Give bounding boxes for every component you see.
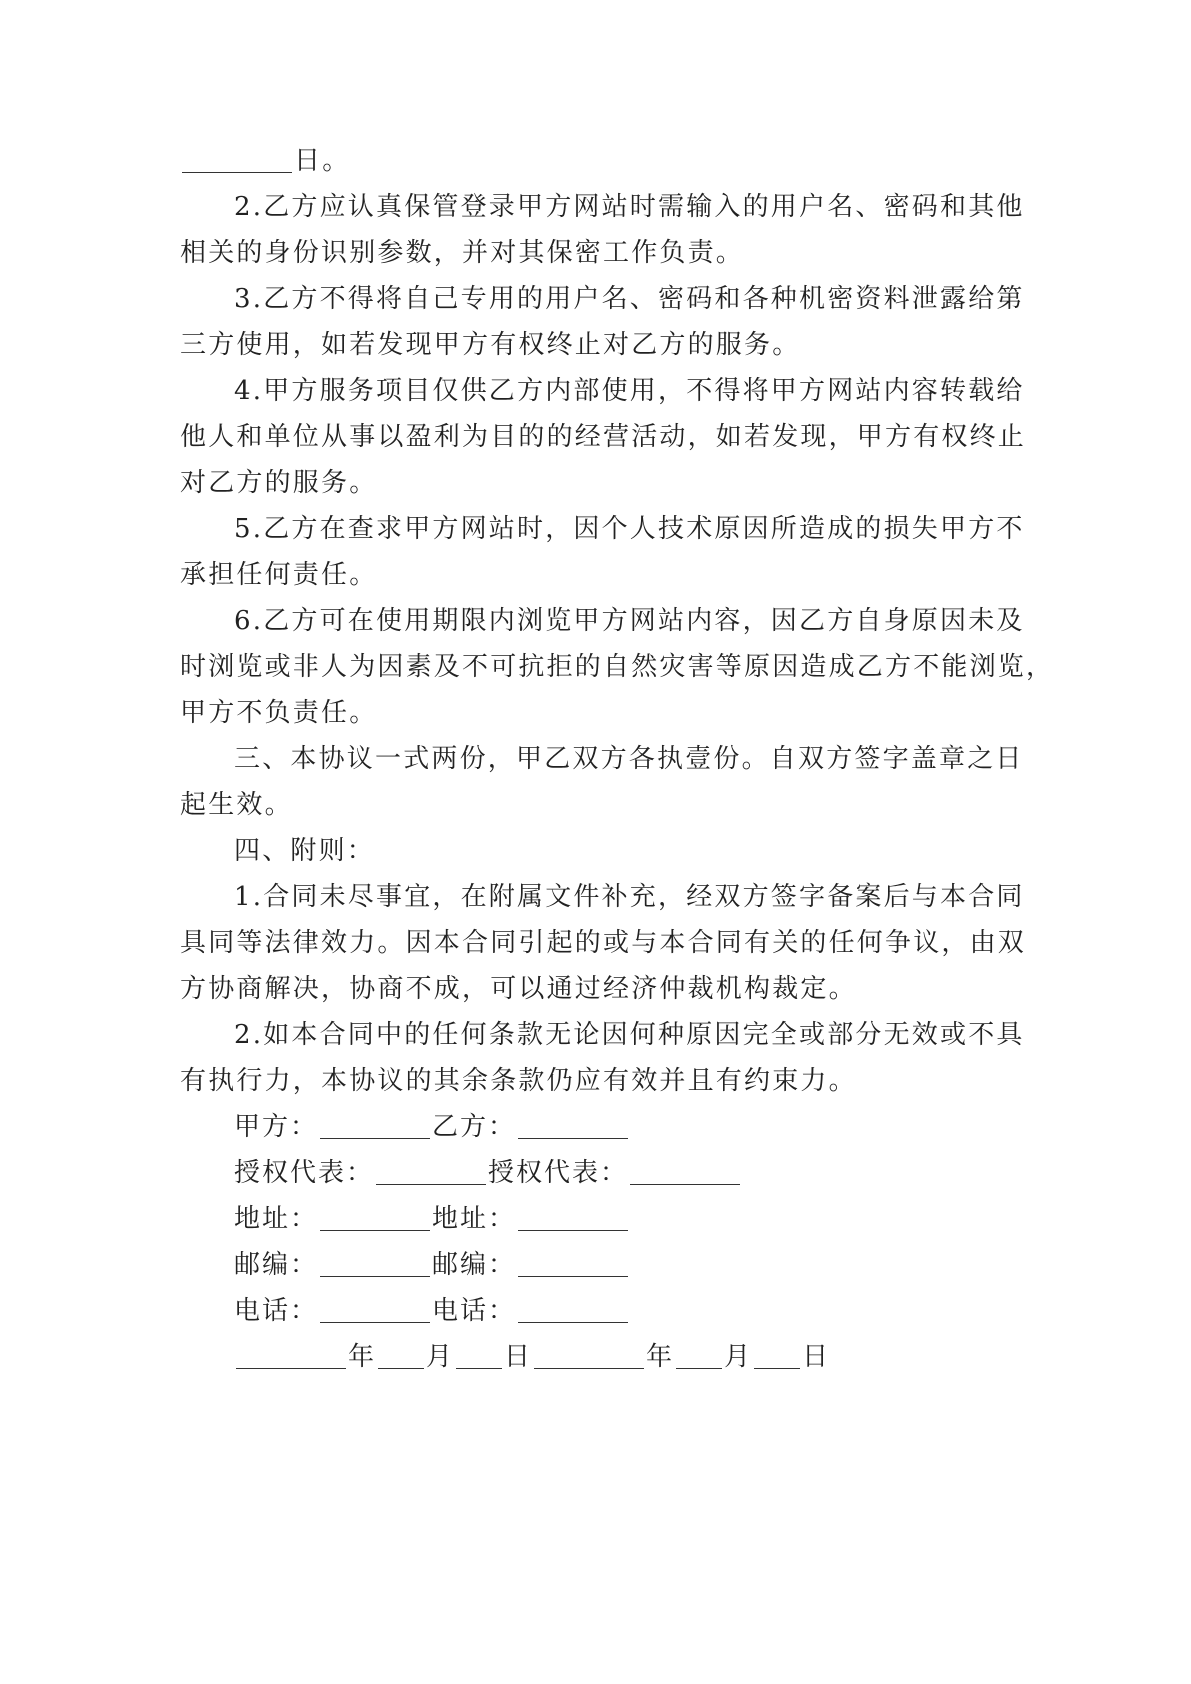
tel-b-label: 电话： (432, 1296, 517, 1326)
date-a-year: 年 (348, 1342, 377, 1372)
addr-b-blank (518, 1202, 628, 1231)
paragraph-line: 3.乙方不得将自己专用的用户名、密码和各种机密资料泄露给第 (234, 284, 1025, 314)
addr-a-blank (320, 1202, 430, 1231)
zip-a-blank (320, 1248, 430, 1277)
paragraph-line: 对乙方的服务。 (180, 468, 378, 498)
paragraph-line: 6.乙方可在使用期限内浏览甲方网站内容，因乙方自身原因未及 (234, 606, 1025, 636)
party-b-label: 乙方： (432, 1112, 517, 1142)
paragraph-line: 具同等法律效力。因本合同引起的或与本合同有关的任何争议，由双 (180, 928, 1027, 958)
paragraph-line: 起生效。 (180, 790, 293, 820)
party-a-label: 甲方： (234, 1112, 319, 1142)
addr-a-label: 地址： (234, 1204, 319, 1234)
signature-row-zip (180, 1242, 1010, 1288)
party-b-blank (518, 1110, 628, 1139)
date-a-day: 日 (504, 1342, 533, 1372)
rep-a-blank (376, 1156, 486, 1185)
signature-row-party (180, 1104, 1010, 1150)
tel-a-label: 电话： (234, 1296, 319, 1326)
signature-row-address (180, 1196, 1010, 1242)
date-b-month: 月 (724, 1342, 753, 1372)
paragraph-line: 相关的身份识别参数，并对其保密工作负责。 (180, 238, 745, 268)
tel-b-blank (518, 1294, 628, 1323)
paragraph-line: 四、附则： (234, 836, 376, 866)
rep-b-label: 授权代表： (488, 1158, 629, 1188)
rep-a-label: 授权代表： (234, 1158, 375, 1188)
paragraph-line: 甲方不负责任。 (180, 698, 378, 728)
signature-row-phone (180, 1288, 1010, 1334)
paragraph-line: 三、本协议一式两份，甲乙双方各执壹份。自双方签字盖章之日 (234, 744, 1024, 774)
date-b-month-blank (676, 1340, 722, 1369)
paragraph-line: 5.乙方在查求甲方网站时，因个人技术原因所造成的损失甲方不 (234, 514, 1025, 544)
party-a-blank (320, 1110, 430, 1139)
date-b-day-blank (754, 1340, 800, 1369)
paragraph-list (180, 184, 1055, 1104)
date-a-month: 月 (426, 1342, 455, 1372)
document-body (180, 138, 1055, 1380)
paragraph-line: 有执行力，本协议的其余条款仍应有效并且有约束力。 (180, 1066, 857, 1096)
zip-a-label: 邮编： (234, 1250, 319, 1280)
date-b-year: 年 (646, 1342, 675, 1372)
blank-line (182, 144, 292, 173)
paragraph-line: 4.甲方服务项目仅供乙方内部使用，不得将甲方网站内容转载给 (234, 376, 1025, 406)
addr-b-label: 地址： (432, 1204, 517, 1234)
rep-b-blank (630, 1156, 740, 1185)
top-suffix: 日。 (294, 146, 351, 176)
date-a-day-blank (456, 1340, 502, 1369)
paragraph-line: 三方使用，如若发现甲方有权终止对乙方的服务。 (180, 330, 801, 360)
paragraph-line: 时浏览或非人为因素及不可抗拒的自然灾害等原因造成乙方不能浏览， (180, 652, 1055, 682)
date-a-month-blank (378, 1340, 424, 1369)
paragraph-line: 1.合同未尽事宜，在附属文件补充，经双方签字备案后与本合同 (234, 882, 1025, 912)
zip-b-blank (518, 1248, 628, 1277)
date-b-day: 日 (802, 1342, 831, 1372)
date-b-year-blank (534, 1340, 644, 1369)
paragraph-line: 2.乙方应认真保管登录甲方网站时需输入的用户名、密码和其他 (234, 192, 1025, 222)
paragraph-line: 2.如本合同中的任何条款无论因何种原因完全或部分无效或不具 (234, 1020, 1025, 1050)
tel-a-blank (320, 1294, 430, 1323)
paragraph-line: 承担任何责任。 (180, 560, 378, 590)
signature-row-date (180, 1334, 1010, 1380)
paragraph-line: 他人和单位从事以盈利为目的的经营活动，如若发现，甲方有权终止 (180, 422, 1027, 452)
date-a-year-blank (236, 1340, 346, 1369)
zip-b-label: 邮编： (432, 1250, 517, 1280)
continued-line (180, 138, 1010, 184)
paragraph-line: 方协商解决，协商不成，可以通过经济仲裁机构裁定。 (180, 974, 857, 1004)
signature-row-representative (180, 1150, 1010, 1196)
signature-block (180, 1104, 1010, 1380)
